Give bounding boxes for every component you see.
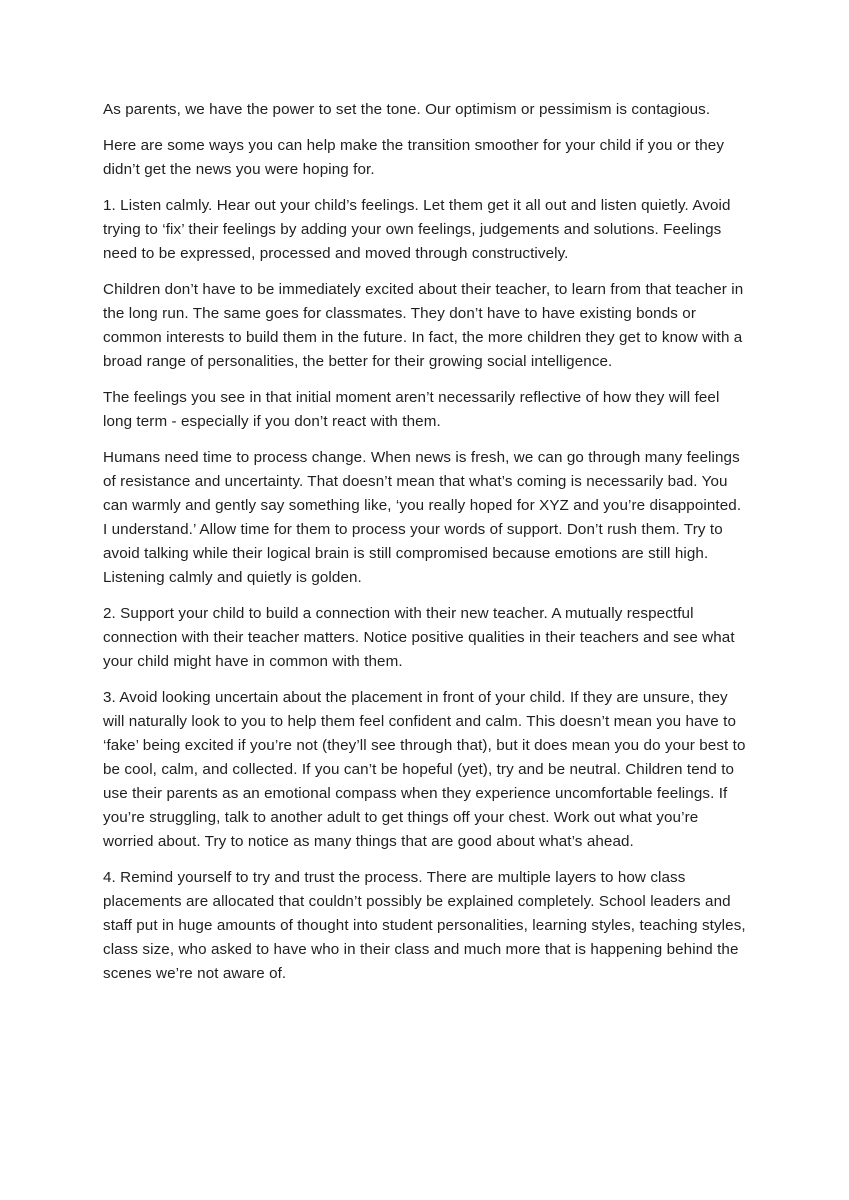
paragraph-tip-3-avoid-uncertainty: 3. Avoid looking uncertain about the placement in front of your child. If they are unsure, they will naturally look to you to help them feel confident and calm. This doesn’t mean you have to ‘fake’ being excited if you’re not (they’ll see through that), but it does mean you do your best to be cool, calm, and collected. If you can’t be hopeful (yet), try and be neutral. Children tend to use their parents as an emotional compass when they experience uncomfortable feelings. If you’re struggling, talk to another adult to get things off your chest. Work out what you’re worried about. Try to notice as many things that are good about what’s ahead. bbox=[103, 689, 746, 850]
paragraph-children-teacher: Children don’t have to be immediately excited about their teacher, to learn from that teacher in the long run. The same goes for classmates. They don’t have to have existing bonds or common interests to build them in the future. In fact, the more children they get to know with a broad range of personalities, the better for their growing social intelligence. bbox=[103, 281, 744, 370]
document-text-body bbox=[103, 98, 748, 998]
paragraph-initial-feelings: The feelings you see in that initial moment aren’t necessarily reflective of how they will feel long term - especially if you don’t react with them. bbox=[103, 389, 720, 430]
paragraph-intro-ways: Here are some ways you can help make the transition smoother for your child if you or they didn’t get the news you were hoping for. bbox=[103, 137, 725, 178]
paragraph-humans-process-change: Humans need time to process change. When news is fresh, we can go through many feelings of resistance and uncertainty. That doesn’t mean that what’s coming is necessarily bad. You can warmly and gently say something like, ‘you really hoped for XYZ and you’re disappointed. I understand.’ Allow time for them to process your words of support. Don’t rush them. Try to avoid talking while their logical brain is still compromised because emotions are still high. Listening calmly and quietly is golden. bbox=[103, 449, 742, 586]
paragraph-intro-tone: As parents, we have the power to set the tone. Our optimism or pessimism is contagious. bbox=[103, 101, 711, 118]
paragraph-tip-2-support-connection: 2. Support your child to build a connection with their new teacher. A mutually respectful connection with their teacher matters. Notice positive qualities in their teachers and see what your child might have in common with them. bbox=[103, 605, 735, 670]
paragraph-tip-4-trust-process: 4. Remind yourself to try and trust the process. There are multiple layers to how class placements are allocated that couldn’t possibly be explained completely. School leaders and staff put in huge amounts of thought into student personalities, learning styles, teaching styles, class size, who asked to have who in their class and much more that is happening behind the scenes we’re not aware of. bbox=[103, 869, 746, 982]
paragraph-tip-1-listen-calmly: 1. Listen calmly. Hear out your child’s feelings. Let them get it all out and listen quietly. Avoid trying to ‘fix’ their feelings by adding your own feelings, judgements and solutions. Feelings need to be expressed, processed and moved through constructively. bbox=[103, 197, 731, 262]
